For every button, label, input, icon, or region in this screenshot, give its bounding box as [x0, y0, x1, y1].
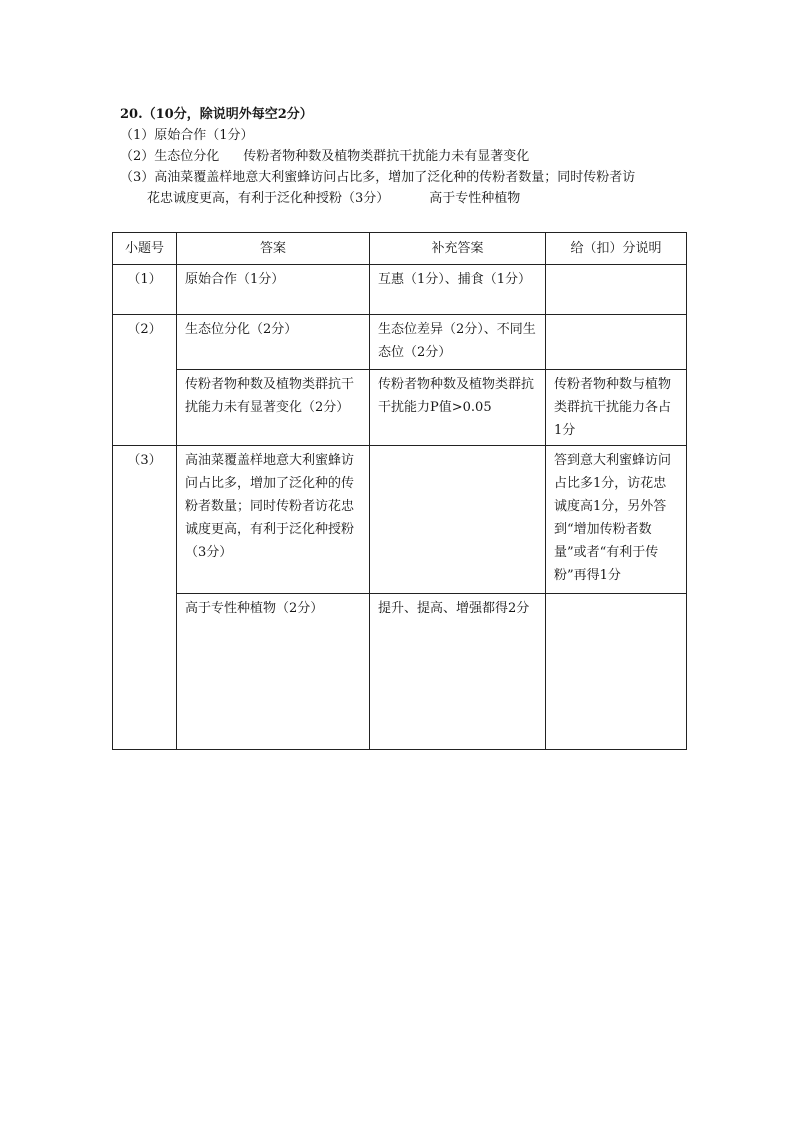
- supplement-cell: [370, 446, 546, 594]
- note-cell: [546, 315, 687, 370]
- table-row: [113, 370, 687, 446]
- table-row: [113, 594, 687, 750]
- note-cell: [546, 265, 687, 315]
- part-1: （1）原始合作（1分）: [120, 128, 254, 143]
- header-answer: 答案: [177, 233, 370, 265]
- table-row: [113, 315, 687, 370]
- answer-cell: 传粉者物种数及植物类群抗干扰能力未有显著变化（2分）: [177, 370, 370, 446]
- supplement-cell: 提升、提高、增强都得2分: [370, 594, 546, 750]
- question-title: 20.（10分，除说明外每空2分）: [120, 107, 313, 122]
- supplement-cell: 传粉者物种数及植物类群抗干扰能力P值>0.05: [370, 370, 546, 446]
- question-block: [120, 104, 720, 209]
- note-cell: 答到意大利蜜蜂访问占比多1分，访花忠诚度高1分，另外答到“增加传粉者数量”或者“有利于传粉”再得1分: [546, 446, 687, 594]
- part-3-answer-b: 高于专性种植物: [429, 191, 521, 206]
- part-2: [120, 146, 720, 167]
- supplement-cell: 生态位差异（2分）、不同生态位（2分）: [370, 315, 546, 370]
- answer-cell: 高于专性种植物（2分）: [177, 594, 370, 750]
- header-scoring-note: 给（扣）分说明: [546, 233, 687, 265]
- table-header-row: [113, 233, 687, 265]
- part-2-answer-a: （2）生态位分化: [120, 149, 220, 164]
- header-question-number: 小题号: [113, 233, 177, 265]
- note-cell: [546, 594, 687, 750]
- supplement-cell: 互惠（1分）、捕食（1分）: [370, 265, 546, 315]
- part-2-answer-b: 传粉者物种数及植物类群抗干扰能力未有显著变化: [243, 149, 530, 164]
- question-number-cell: （1）: [113, 265, 177, 315]
- scoring-table: [112, 232, 687, 750]
- header-supplement: 补充答案: [370, 233, 546, 265]
- note-cell: 传粉者物种数与植物类群抗干扰能力各占1分: [546, 370, 687, 446]
- part-3-answer-a: 花忠诚度更高，有利于泛化种授粉（3分）: [147, 191, 390, 206]
- answer-cell: 原始合作（1分）: [177, 265, 370, 315]
- answer-cell: 高油菜覆盖样地意大利蜜蜂访问占比多，增加了泛化种的传粉者数量；同时传粉者访花忠诚度更高，有利于泛化种授粉（3分）: [177, 446, 370, 594]
- question-number-cell: （2）: [113, 315, 177, 446]
- part-3-line-2: [120, 188, 720, 209]
- answer-cell: 生态位分化（2分）: [177, 315, 370, 370]
- question-number-cell: （3）: [113, 446, 177, 750]
- table-row: [113, 446, 687, 594]
- table-row: [113, 265, 687, 315]
- part-3-line-1: （3）高油菜覆盖样地意大利蜜蜂访问占比多，增加了泛化种的传粉者数量；同时传粉者访: [120, 170, 636, 185]
